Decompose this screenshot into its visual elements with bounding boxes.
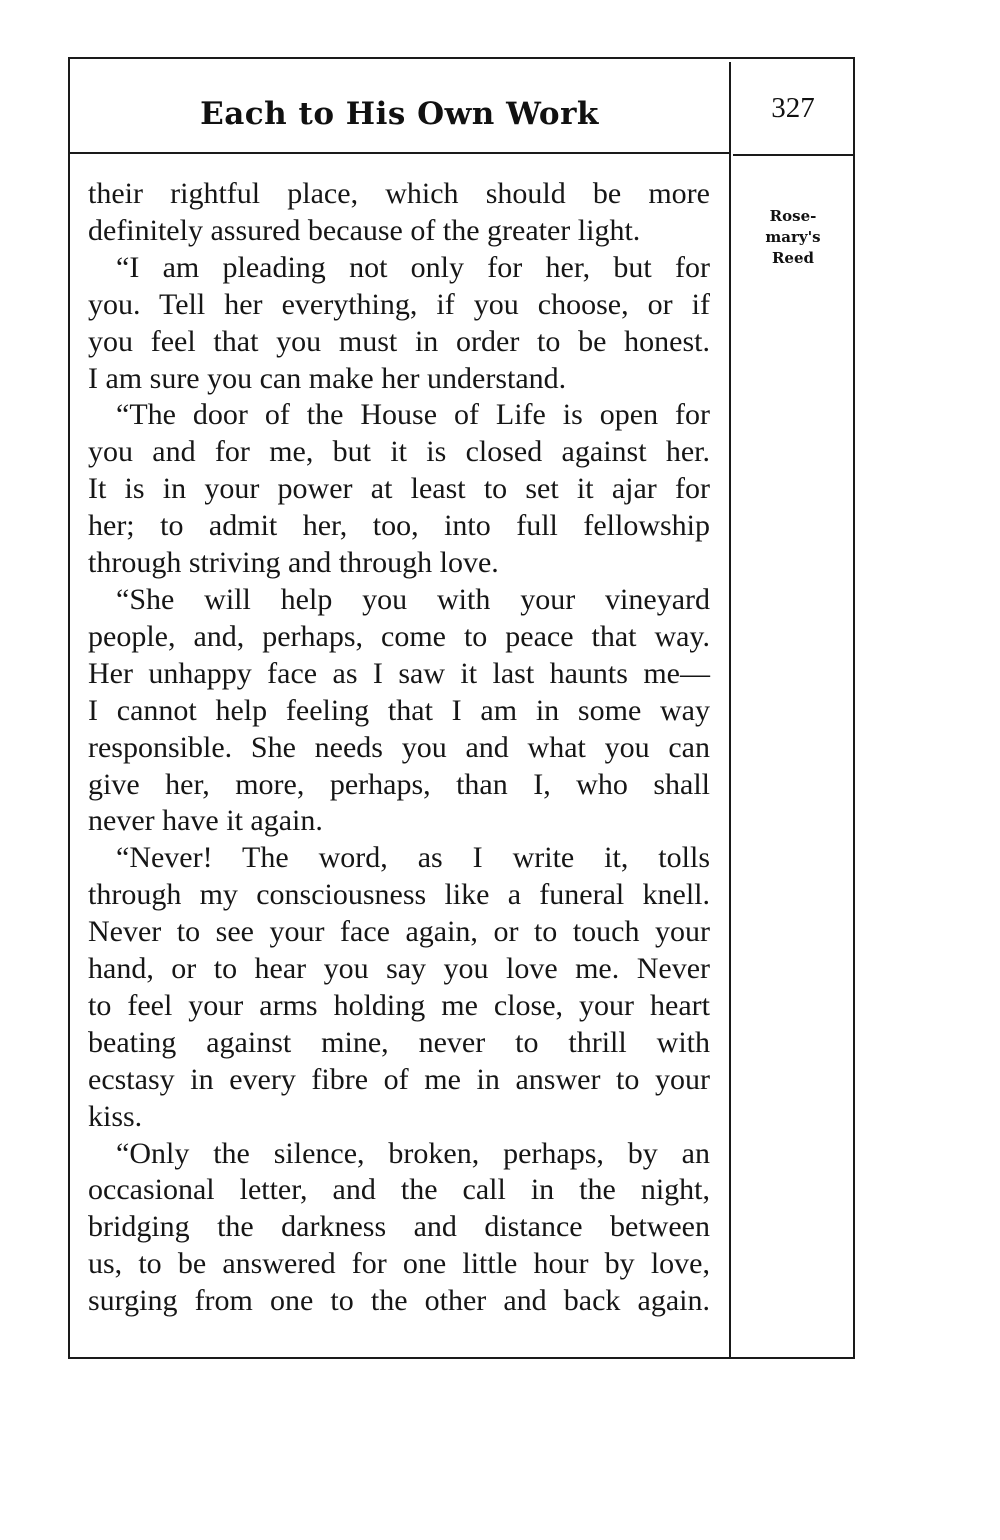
text-line: I cannot help feeling that I am in some way — [88, 693, 710, 727]
text-line: occasional letter, and the call in the night, — [88, 1173, 710, 1207]
text-line: definitely assured because of the greater light. — [88, 213, 641, 247]
text-line: “She will help you with your vineyard — [116, 582, 710, 616]
text-line: beating against mine, never to thrill with — [88, 1025, 710, 1059]
margin-note — [752, 206, 834, 269]
text-line: kiss. — [88, 1099, 143, 1133]
text-line: you and for me, but it is closed against her. — [88, 435, 710, 469]
text-line: “I am pleading not only for her, but for — [116, 250, 710, 284]
header-rule — [70, 152, 729, 154]
text-line: “Only the silence, broken, perhaps, by an — [116, 1136, 710, 1170]
margin-header-rule — [733, 154, 853, 156]
text-line: you. Tell her everything, if you choose, or if — [88, 287, 710, 321]
text-line: through my consciousness like a funeral knell. — [88, 878, 710, 912]
text-line: her; to admit her, too, into full fellowship — [88, 509, 710, 543]
text-line: you feel that you must in order to be honest. — [88, 324, 710, 358]
text-line: Never to see your face again, or to touch your — [88, 915, 710, 949]
text-line: ecstasy in every fibre of me in answer to your — [88, 1062, 710, 1096]
text-line: through striving and through love. — [88, 546, 499, 580]
text-line: never have it again. — [88, 804, 323, 838]
text-line: to feel your arms holding me close, your heart — [88, 988, 710, 1022]
text-line: bridging the darkness and distance between — [88, 1210, 710, 1244]
text-line: surging from one to the other and back again. — [88, 1284, 710, 1318]
text-line: It is in your power at least to set it ajar for — [88, 472, 710, 506]
margin-note-line: mary's — [765, 228, 821, 246]
text-line: their rightful place, which should be more — [88, 177, 710, 210]
text-line: give her, more, perhaps, than I, who shall — [88, 767, 710, 801]
text-line: us, to be answered for one little hour by love, — [88, 1247, 710, 1281]
text-line: I am sure you can make her understand. — [88, 361, 567, 395]
column-divider — [729, 62, 731, 1359]
running-title: Each to His Own Work — [200, 96, 599, 132]
margin-note-line: Reed — [771, 249, 815, 267]
page-number: 327 — [771, 92, 815, 124]
text-line: responsible. She needs you and what you can — [88, 730, 710, 764]
text-line: hand, or to hear you say you love me. Never — [88, 952, 710, 986]
margin-note-line: Rose- — [769, 207, 817, 225]
text-line: people, and, perhaps, come to peace that way. — [88, 619, 710, 653]
text-line: Her unhappy face as I saw it last haunts me— — [88, 656, 710, 690]
text-line: “The door of the House of Life is open for — [116, 398, 710, 432]
body-text — [88, 176, 710, 1320]
text-line: “Never! The word, as I write it, tolls — [116, 841, 710, 875]
